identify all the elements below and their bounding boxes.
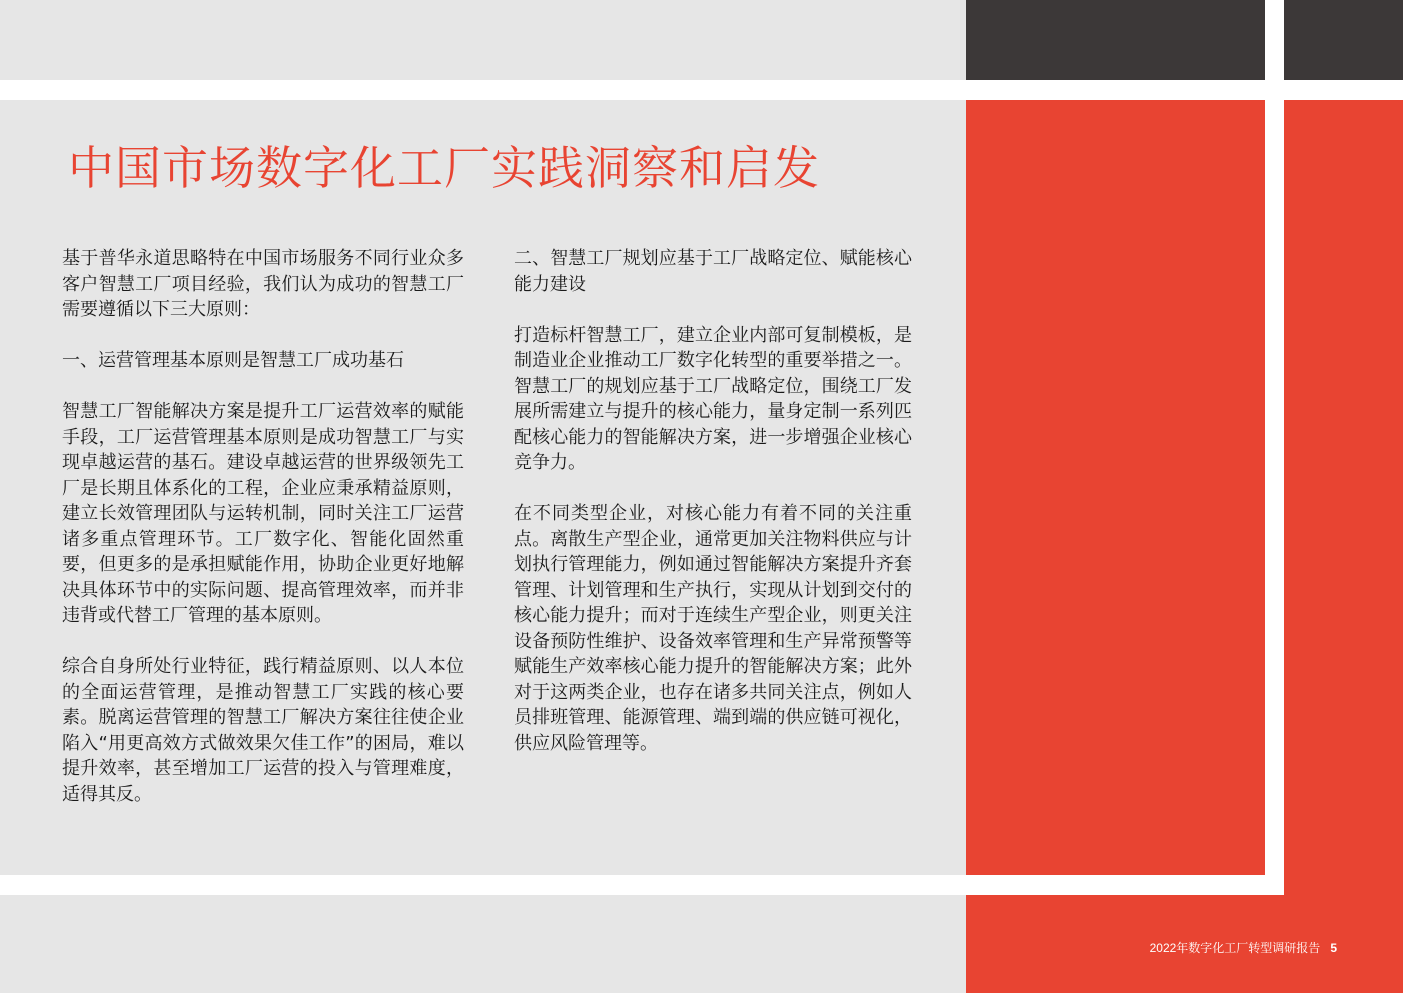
top-dark-block-left — [966, 0, 1265, 80]
principle-two-detail: 在不同类型企业，对核心能力有着不同的关注重点。离散生产型企业，通常更加关注物料供应与计划执行管理能力，例如通过智能解决方案提升齐套管理、计划管理和生产执行，实现从计划到交付的核心能力提升；而对于连续生产型企业，则更关注设备预防性维护、设备效率管理和生产异常预警等赋能生产效率核心能力提升的智能解决方案；此外对于这两类企业，也存在诸多共同关注点，例如人员排班管理、能源管理、端到端的供应链可视化，供应风险管理等。 — [514, 503, 912, 754]
red-block-center — [966, 100, 1265, 875]
top-dark-block-right — [1284, 0, 1403, 80]
principle-one-summary: 综合自身所处行业特征，践行精益原则、以人本位的全面运营管理，是推动智慧工厂实践的核心要素。脱离运营管理的智慧工厂解决方案往往使企业陷入“用更高效方式做效果欠佳工作”的困局，难以提升效率，甚至增加工厂运营的投入与管理难度，适得其反。 — [62, 656, 464, 805]
red-block-right — [1284, 100, 1403, 993]
principle-two-body: 打造标杆智慧工厂，建立企业内部可复制模板，是制造业企业推动工厂数字化转型的重要举措之一。智慧工厂的规划应基于工厂战略定位，围绕工厂发展所需建立与提升的核心能力，量身定制一系列匹配核心能力的智能解决方案，进一步增强企业核心竞争力。 — [514, 324, 912, 473]
principle-two-heading: 二、智慧工厂规划应基于工厂战略定位、赋能核心能力建设 — [514, 248, 912, 295]
page-title: 中国市场数字化工厂实践洞察和启发 — [68, 141, 820, 195]
report-name: 2022年数字化工厂转型调研报告 — [1149, 941, 1321, 955]
right-text-column — [514, 246, 912, 782]
bottom-grey-band — [0, 895, 966, 993]
principle-one-heading: 一、运营管理基本原则是智慧工厂成功基石 — [62, 350, 404, 371]
left-text-column — [62, 246, 464, 833]
principle-one-body: 智慧工厂智能解决方案是提升工厂运营效率的赋能手段，工厂运营管理基本原则是成功智慧工厂与实现卓越运营的基石。建设卓越运营的世界级领先工厂是长期且体系化的工程，企业应秉承精益原则，建立长效管理团队与运转机制，同时关注工厂运营诸多重点管理环节。工厂数字化、智能化固然重要，但更多的是承担赋能作用，协助企业更好地解决具体环节中的实际问题、提高管理效率，而并非违背或代替工厂管理的基本原则。 — [62, 401, 464, 626]
page-footer — [1150, 940, 1337, 956]
intro-paragraph: 基于普华永道思略特在中国市场服务不同行业众多客户智慧工厂项目经验，我们认为成功的智慧工厂需要遵循以下三大原则： — [62, 248, 464, 320]
top-grey-band — [0, 0, 966, 80]
page-number: 5 — [1330, 941, 1337, 955]
